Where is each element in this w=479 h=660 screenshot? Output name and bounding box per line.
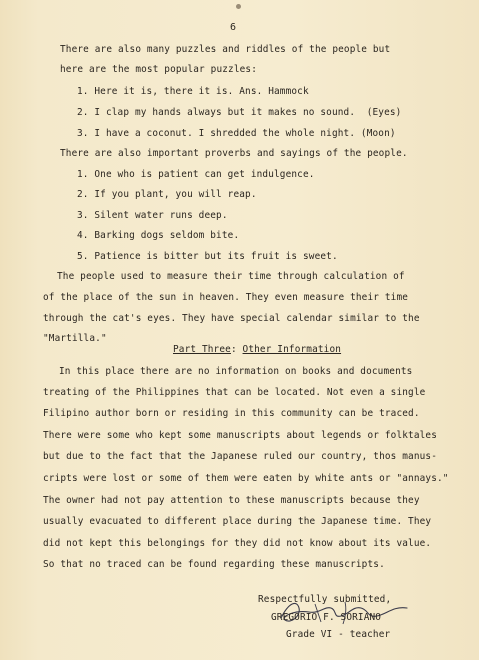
intro-line: here are the most popular puzzles: <box>60 64 258 75</box>
paragraph-line: but due to the fact that the Japanese ruled our country, thos manus- <box>43 451 438 462</box>
paragraph-line: did not kept this belongings for they did not know about its value. <box>43 538 432 549</box>
paragraph-line: There were some who kept some manuscripts about legends or folktales <box>43 430 438 441</box>
signatory-title: Grade VI - teacher <box>286 629 391 640</box>
paragraph-line: In this place there are no information on books and documents <box>59 366 413 377</box>
puzzle-item: 1. Here it is, there it is. Ans. Hammock <box>77 86 309 97</box>
paragraph-line: treating of the Philippines that can be located. Not even a single <box>43 387 426 398</box>
signatory-name: GREGORIO F. SORIANO <box>271 612 382 623</box>
paragraph-line: Filipino author born or residing in this community can be traced. <box>43 408 420 419</box>
puzzle-item: 3. I have a coconut. I shredded the whole night. (Moon) <box>77 128 396 139</box>
punch-hole <box>236 4 241 9</box>
paragraph-line: of the place of the sun in heaven. They even measure their time <box>43 292 409 303</box>
paragraph-line: The owner had not pay attention to these manuscripts because they <box>43 495 420 506</box>
paragraph-line: So that no traced can be found regarding these manuscripts. <box>43 559 385 570</box>
page-number: 6 <box>230 22 237 33</box>
section-heading <box>173 344 341 355</box>
paragraph-line: cripts were lost or some of them were eaten by white ants or "annays." <box>43 473 449 484</box>
proverbs-intro: There are also important proverbs and sayings of the people. <box>60 148 408 159</box>
proverb-item: 4. Barking dogs seldom bite. <box>77 230 240 241</box>
section-separator: : <box>230 344 243 355</box>
closing-salutation: Respectfully submitted, <box>258 594 392 605</box>
paragraph-line: "Martilla." <box>43 333 107 344</box>
paragraph-line: The people used to measure their time through calculation of <box>57 271 405 282</box>
intro-line: There are also many puzzles and riddles of the people but <box>60 44 391 55</box>
puzzle-item: 2. I clap my hands always but it makes no sound. (Eyes) <box>77 107 402 118</box>
proverb-item: 1. One who is patient can get indulgence. <box>77 169 315 180</box>
paragraph-line: usually evacuated to different place during the Japanese time. They <box>43 516 432 527</box>
section-part: Part Three <box>173 344 231 355</box>
section-title: Other Information <box>242 344 342 355</box>
paragraph-line: through the cat's eyes. They have special calendar similar to the <box>43 313 420 324</box>
proverb-item: 3. Silent water runs deep. <box>77 210 228 221</box>
proverb-item: 2. If you plant, you will reap. <box>77 189 257 200</box>
proverb-item: 5. Patience is bitter but its fruit is sweet. <box>77 251 338 262</box>
